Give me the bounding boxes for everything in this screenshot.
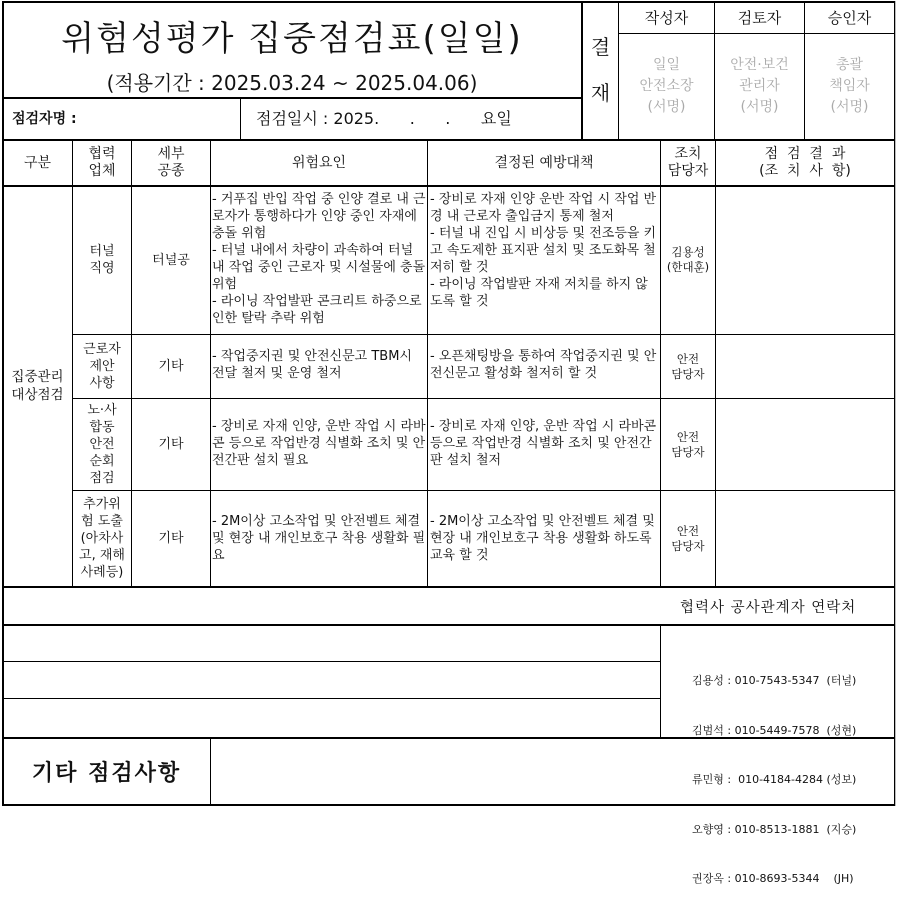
row2-trade: 기타	[158, 359, 184, 374]
row2-measure: - 오픈채팅방을 통하여 작업중지권 및 안전신문고 활성화 철저히 할 것	[430, 349, 657, 381]
category-cell: 집중관리 대상점검	[11, 369, 64, 403]
row1-manager: 김용성 (한대훈)	[666, 245, 710, 274]
row3-manager: 안전 담당자	[671, 429, 705, 459]
col-manager: 조치 담당자	[667, 146, 709, 179]
col-partner: 협력 업체	[88, 146, 116, 179]
col-measure: 결정된 예방대책	[494, 154, 594, 171]
contact-item: 김용성 : 010-7543-5347 (터널)	[692, 674, 857, 687]
approval-label: 결 재	[590, 35, 611, 105]
other-inspection-label: 기타 점검사항	[31, 760, 182, 786]
blank-row-3[interactable]	[3, 662, 660, 698]
row3-partner: 노·사 합동 안전 순회 점검	[87, 403, 117, 486]
row4-partner: 추가위 험 도출 (아차사 고, 재해 사례등)	[79, 497, 125, 580]
row1-result[interactable]	[716, 186, 894, 334]
row4-result[interactable]	[716, 491, 894, 586]
reviewer-sign-box[interactable]: 안전·보건 관리자 (서명)	[730, 57, 789, 115]
approver-header: 승인자	[827, 9, 872, 27]
row4-measure: - 2M이상 고소작업 및 안전벨트 체결 및 현장 내 개인보호구 착용 생활화 하도록 교육 할 것	[430, 514, 655, 563]
col-hazard: 위험요인	[291, 154, 347, 171]
row3-measure: - 장비로 자재 인양, 운반 작업 시 라바콘 등으로 작업반경 식별화 조치 및 안전간판 설치 철저	[430, 419, 657, 468]
application-period: (적용기간 : 2025.03.24 ~ 2025.04.06)	[106, 70, 478, 95]
col-trade: 세부 공종	[157, 146, 185, 179]
row4-trade: 기타	[158, 531, 184, 546]
contact-item: 김범석 : 010-5449-7578 (성현)	[692, 723, 857, 737]
contact-item: 오향영 : 010-8513-1881 (지승)	[692, 822, 857, 836]
blank-row-1[interactable]	[3, 587, 660, 624]
row1-hazard: - 거푸집 반입 작업 중 인양 결로 내 근로자가 통행하다가 인양 중인 자재에 충돌 위험 - 터널 내에서 차량이 과속하여 터널 내 작업 중인 근로자 및 시설물에 충돌 위험 - 라이닝 작업발판 콘크리트 하중으로 인한 탈락 추락 위험	[212, 192, 426, 326]
other-inspection-field[interactable]	[211, 738, 894, 804]
row1-partner: 터널 직영	[89, 244, 115, 276]
blank-row-4[interactable]	[3, 699, 660, 737]
col-category: 구분	[23, 154, 52, 171]
writer-header: 작성자	[644, 9, 689, 27]
reviewer-header: 검토자	[737, 9, 782, 27]
row3-hazard: - 장비로 자재 인양, 운반 작업 시 라바콘 등으로 작업반경 식별화 조치 및 안전간판 설치 필요	[212, 419, 426, 468]
writer-sign-box[interactable]: 일일 안전소장 (서명)	[639, 57, 694, 115]
contact-item: 류민형 : 010-4184-4284 (성보)	[692, 773, 857, 786]
col-result: 점 검 결 과 (조 치 사 항)	[759, 146, 851, 179]
row1-measure: - 장비로 자재 인양 운반 작업 시 작업 반경 내 근로자 출입금지 통제 철저 - 터널 내 진입 시 비상등 및 전조등을 키고 속도제한 표지판 설치 및 조도화목 철저히 할 것 - 라이닝 작업발판 자재 저치를 하지 않도록 할 것	[430, 192, 657, 309]
row4-hazard: - 2M이상 고소작업 및 안전벨트 체결 및 현장 내 개인보호구 착용 생활화 필요	[212, 514, 426, 563]
contact-item: 권장옥 : 010-8693-5344 (JH)	[692, 872, 854, 885]
row1-trade: 터널공	[152, 252, 190, 268]
inspection-date-label: 점검일시 : 2025. . . 요일	[256, 109, 512, 128]
contacts-list	[692, 640, 892, 885]
row4-manager: 안전 담당자	[671, 523, 705, 553]
blank-row-2[interactable]	[3, 625, 660, 661]
row2-partner: 근로자 제안 사항	[83, 342, 121, 391]
row2-hazard: - 작업중지권 및 안전신문고 TBM시 전달 철저 및 운영 철저	[212, 349, 412, 381]
contacts-title: 협력사 공사관계자 연락처	[680, 600, 857, 616]
row2-result[interactable]	[716, 335, 894, 398]
row3-trade: 기타	[158, 437, 184, 452]
row3-result[interactable]	[716, 399, 894, 490]
inspector-label: 점검자명 :	[12, 111, 77, 127]
approver-sign-box[interactable]: 총괄 책임자 (서명)	[829, 57, 870, 115]
row2-manager: 안전 담당자	[671, 351, 705, 381]
page-title: 위험성평가 집중점검표(일일)	[61, 18, 523, 59]
